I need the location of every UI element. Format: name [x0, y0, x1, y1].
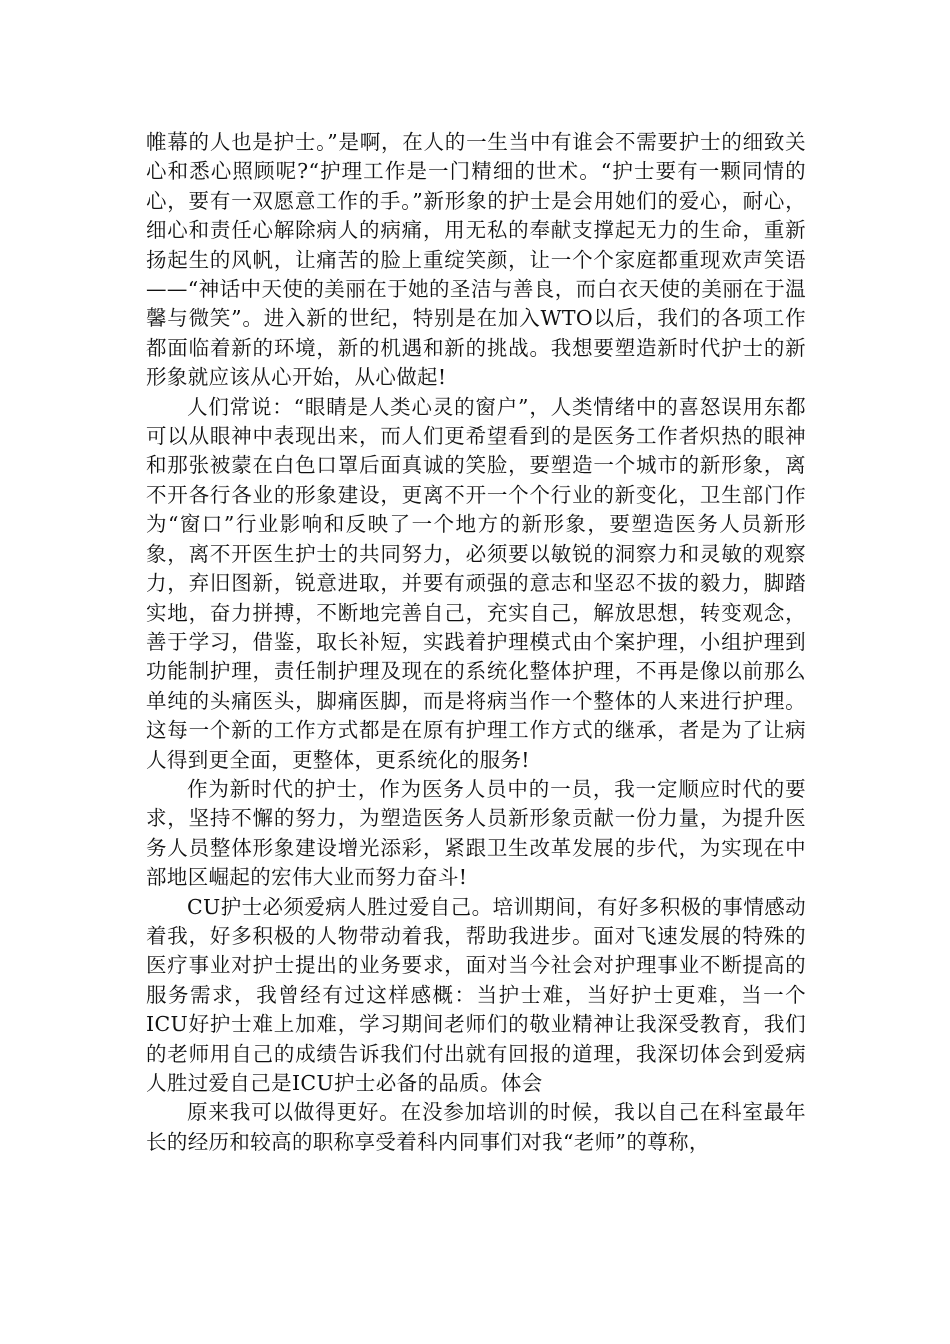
paragraph-2: 人们常说：“眼睛是人类心灵的窗户”，人类情绪中的喜怒误用东都可以从眼神中表现出来，而人们更希望看到的是医务工作者炽热的眼神和那张被蒙在白色口罩后面真诚的笑脸，要塑造一个城市的新形象，离不开各行各业的形象建设，更离不开一个个行业的新变化，卫生部门作为“窗口”行业影响和反映了一个地方的新形象，要塑造医务人员新形象，离不开医生护士的共同努力，必须要以敏锐的洞察力和灵敏的观察力，弃旧图新，锐意进取，并要有顽强的意志和坚忍不拔的毅力，脚踏实地，奋力拼搏，不断地完善自己，充实自己，解放思想，转变观念，善于学习，借鉴，取长补短，实践着护理模式由个案护理，小组护理到功能制护理，责任制护理及现在的系统化整体护理，不再是像以前那么单纯的头痛医头，脚痛医脚，而是将病当作一个整体的人来进行护理。这每一个新的工作方式都是在原有护理工作方式的继承，者是为了让病人得到更全面，更整体，更系统化的服务!	[146, 394, 806, 772]
paragraph-3: 作为新时代的护士，作为医务人员中的一员，我一定顺应时代的要求，坚持不懈的努力，为塑造医务人员新形象贡献一份力量，为提升医务人员整体形象建设增光添彩，紧跟卫生改革发展的步代，为实现在中部地区崛起的宏伟大业而努力奋斗!	[146, 776, 806, 890]
paragraph-5: 原来我可以做得更好。在没参加培训的时候，我以自己在科室最年长的经历和较高的职称享受着科内同事们对我“老师”的尊称，	[146, 1100, 806, 1154]
paragraph-1: 帷幕的人也是护士。”是啊，在人的一生当中有谁会不需要护士的细致关心和悉心照顾呢?“护理工作是一门精细的世术。“护士要有一颗同情的心，要有一双愿意工作的手。”新形象的护士是会用她们的爱心，耐心，细心和责任心解除病人的病痛，用无私的奉献支撑起无力的生命，重新扬起生的风帆，让痛苦的脸上重绽笑颜，让一个个家庭都重现欢声笑语——“神话中天使的美丽在于她的圣洁与善良，而白衣天使的美丽在于温馨与微笑”。进入新的世纪，特别是在加入WTO以后，我们的各项工作都面临着新的环境，新的机遇和新的挑战。我想要塑造新时代护士的新形象就应该从心开始，从心做起!	[146, 130, 806, 390]
document-body	[146, 128, 806, 1157]
paragraph-4: CU护士必须爱病人胜过爱自己。培训期间，有好多积极的事情感动着我，好多积极的人物带动着我，帮助我进步。面对飞速发展的特殊的医疗事业对护士提出的业务要求，面对当今社会对护理事业不断提高的服务需求，我曾经有过这样感概：当护士难，当好护士更难，当一个ICU好护士难上加难，学习期间老师们的敬业精神让我深受教育，我们的老师用自己的成绩告诉我们付出就有回报的道理，我深切体会到爱病人胜过爱自己是ICU护士必备的品质。体会	[146, 894, 806, 1095]
